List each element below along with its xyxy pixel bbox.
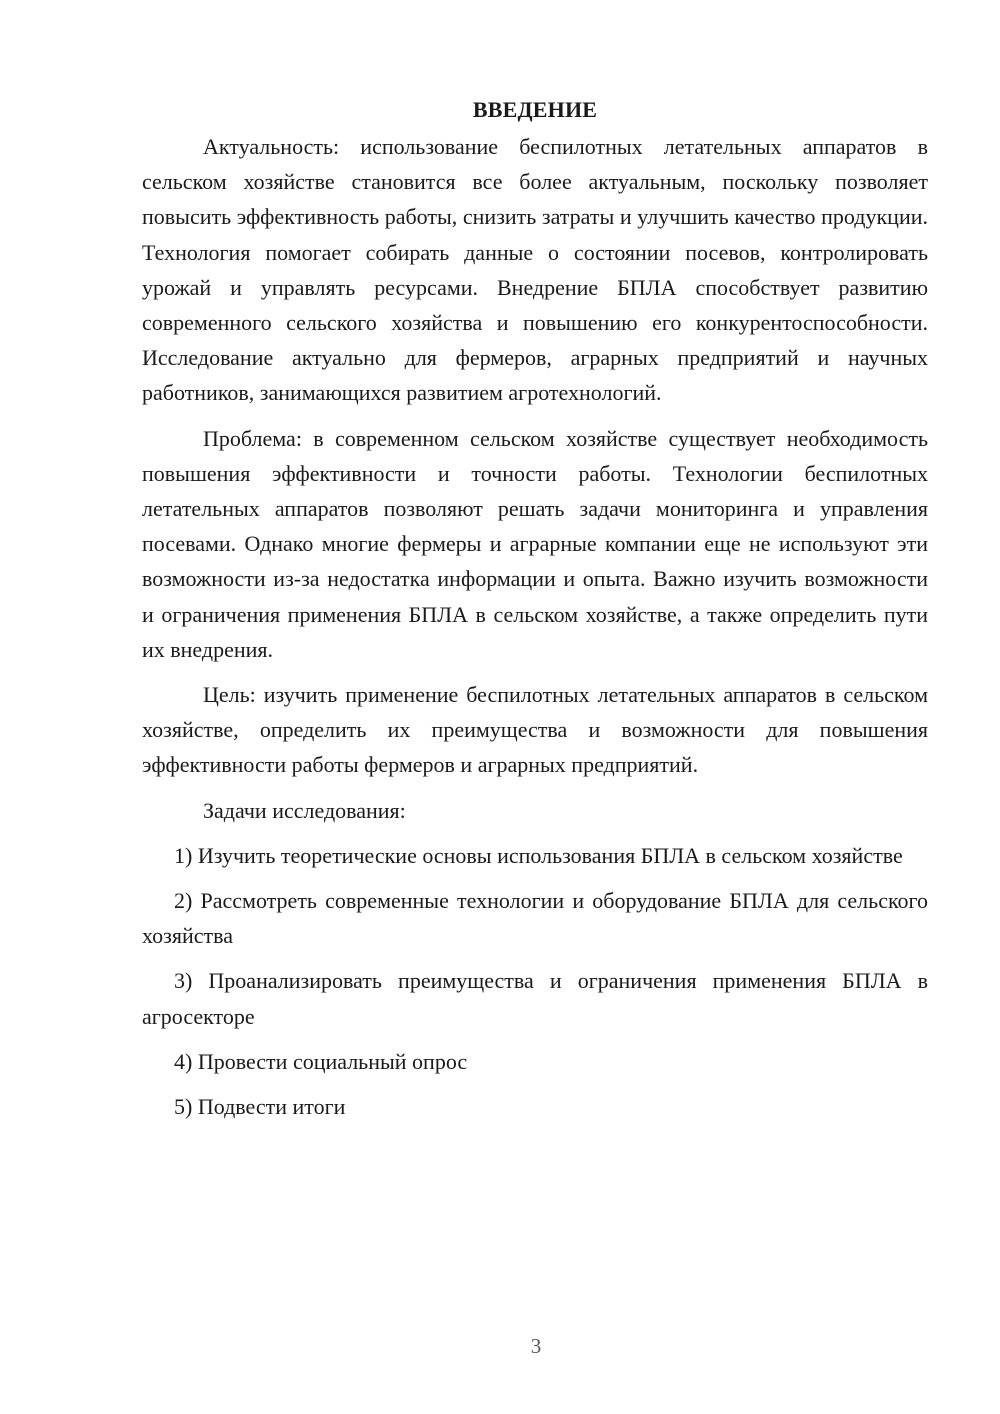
paragraph-goal: Цель: изучить применение беспилотных летательных аппаратов в сельском хозяйстве, определить их преимущества и возможности для повышения эффективности работы фермеров и аграрных предприятий.	[142, 682, 928, 778]
paragraph-tasks-heading: Задачи исследования:	[203, 797, 406, 823]
paragraph-problem: Проблема: в современном сельском хозяйстве существует необходимость повышения эффективности и точности работы. Технологии беспилотных летательных аппаратов позволяют решать задачи мониторинга и управления посевами. Однако многие фермеры и аграрные компании еще не используют эти возможности из-за недостатка информации и опыта. Важно изучить возможности и ограничения применения БПЛА в сельском хозяйстве, а также определить пути их внедрения.	[142, 425, 928, 662]
page-number: 3	[530, 1334, 542, 1358]
page-title: ВВЕДЕНИЕ	[472, 97, 598, 122]
task-item-5: 5) Подвести итоги	[174, 1094, 346, 1120]
task-item-3: 3) Проанализировать преимущества и ограничения применения БПЛА в агросекторе	[142, 968, 928, 1029]
task-item-1: 1) Изучить теоретические основы использования БПЛА в сельском хозяйстве	[174, 842, 903, 868]
document-page	[142, 92, 928, 1134]
paragraph-relevance: Актуальность: использование беспилотных летательных аппаратов в сельском хозяйстве становится все более актуальным, поскольку позволяет повысить эффективность работы, снизить затраты и улучшить качество продукции. Технология помогает собирать данные о состоянии посевов, контролировать урожай и управлять ресурсами. Внедрение БПЛА способствует развитию современного сельского хозяйства и повышению его конкурентоспособности. Исследование актуально для фермеров, аграрных предприятий и научных работников, занимающихся развитием агротехнологий.	[142, 134, 928, 406]
task-item-4: 4) Провести социальный опрос	[174, 1048, 468, 1074]
task-item-2: 2) Рассмотреть современные технологии и оборудование БПЛА для сельского хозяйства	[142, 888, 928, 949]
